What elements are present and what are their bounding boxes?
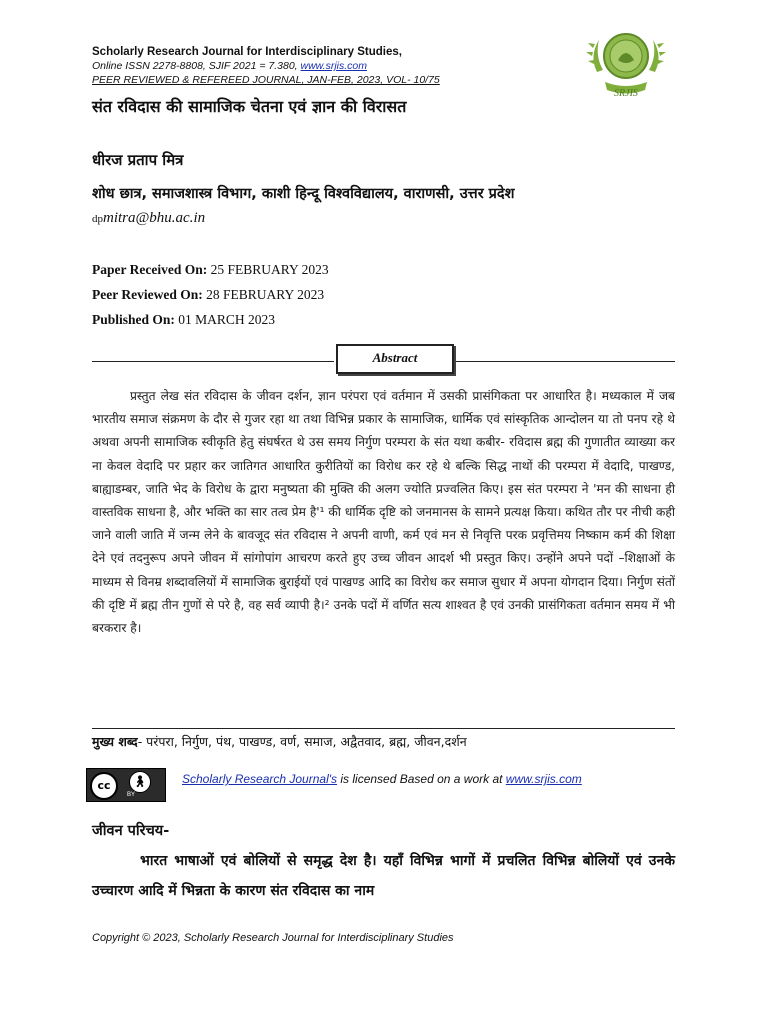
author-name: धीरज प्रताप मित्र xyxy=(92,151,184,169)
keywords-text: - परंपरा, निर्गुण, पंथ, पाखण्ड, वर्ण, समाज, अद्वैतवाद, ब्रह्म, जीवन,दर्शन xyxy=(137,734,467,749)
keywords-label: मुख्य शब्द xyxy=(92,734,138,749)
published-value: 01 MARCH 2023 xyxy=(178,312,276,327)
journal-review-line: PEER REVIEWED & REFEREED JOURNAL, JAN-FEB, 2023, VOL- 10/75 xyxy=(92,74,440,86)
email-prefix: dp xyxy=(92,213,103,225)
copyright-footer: Copyright © 2023, Scholarly Research Journal for Interdisciplinary Studies xyxy=(92,932,454,944)
published-date xyxy=(92,312,275,328)
abstract-text: प्रस्तुत लेख संत रविदास के जीवन दर्शन, ज्ञान परंपरा एवं वर्तमान में उसकी प्रासंगिकता पर आधारित है। मध्यकाल में जब भारतीय समाज संक्रमण के दौर से गुजर रहा था तथा विभिन्न प्रकार के सामाजिक, धार्मिक एवं सांस्कृतिक आन्दोलन या तो पनप रहे थे अथवा अपनी सामाजिक स्वीकृति हेतु संघर्षरत थे उस समय निर्गुण परम्परा के संत यथा कबीर- रविदास ब्रह्म की गुणातीत व्याख्या कर ना केवल वेदादि पर प्रहार कर जातिगत आधारित कुरीतियों का विरोध कर रहे थे बल्कि सिद्ध नाथों की परम्परा में वेदादि, पाखण्ड, बाह्याडम्बर, जाति भेद के विरोध के द्वारा मनुष्यता की मुक्ति की अलग ज्योति प्रज्वलित किए। इस संत परम्परा ने 'मन की साधना ही वास्तविक साधना है, और भक्ति का सार तत्व प्रेम है'¹ की धार्मिक दृष्टि को जनमानस के सामने प्रत्यक्ष किया। कथित तौर पर नीची कही जाने वाली जाति में जन्म लेने के बावजूद संत रविदास ने अपनी वाणी, कर्म एवं मन से निवृत्ति परक प्रवृत्तिमय निष्काम कर्म की शिक्षा देने एवं तदनुरूप अपने जीवन में सांगोपांग आचरण करते हुए उच्च जीवन आदर्श भी प्रस्तुत किए। उन्होंने अपने पदों –शिक्षाओं के माध्यम से विनम्र शब्दावलियों में सामाजिक बुराईयों एवं पाखण्ड आदि का विरोध कर समाज सुधार में अपना योगदान दिया। निर्गुण संतों की दृष्टि में ब्रह्म तीन गुणों से परे है, वह सर्व व्यापी है।² उनके पदों में वर्णित सत्य शाश्वत है एवं उनकी प्रासंगिकता वर्तमान समय में भी बरकरार है। xyxy=(92,389,675,636)
journal-license-link[interactable]: Scholarly Research Journal's xyxy=(182,772,338,786)
journal-issn: Online ISSN 2278-8808, SJIF 2021 = 7.380, xyxy=(92,60,301,72)
paper-title: संत रविदास की सामाजिक चेतना एवं ज्ञान की विरासत xyxy=(92,97,407,116)
abstract-divider-right xyxy=(455,361,675,362)
journal-name: Scholarly Research Journal for Interdisciplinary Studies, xyxy=(92,46,402,58)
cc-icon: cc xyxy=(90,772,118,800)
person-icon: 🚶︎ xyxy=(129,771,151,793)
journal-issn-line xyxy=(92,60,367,73)
reviewed-label: Peer Reviewed On: xyxy=(92,287,203,302)
email-address: mitra@bhu.ac.in xyxy=(103,210,206,226)
license-site-link[interactable]: www.srjis.com xyxy=(505,772,582,786)
author-email[interactable] xyxy=(92,210,205,227)
reviewed-date xyxy=(92,287,324,303)
license-text xyxy=(182,772,582,786)
srjis-logo xyxy=(585,30,667,102)
abstract-divider-left xyxy=(92,361,334,362)
logo-text: SRJIS xyxy=(614,88,638,99)
received-value: 25 FEBRUARY 2023 xyxy=(210,262,329,277)
keywords xyxy=(92,733,467,750)
cc-license-badge[interactable] xyxy=(86,768,166,802)
journal-website-link[interactable]: www.srjis.com xyxy=(300,60,368,72)
keywords-divider xyxy=(92,728,675,729)
author-affiliation: शोध छात्र, समाजशास्त्र विभाग, काशी हिन्दू विश्वविद्यालय, वाराणसी, उत्तर प्रदेश xyxy=(92,186,515,202)
body-paragraph: भारत भाषाओं एवं बोलियों से समृद्ध देश है। यहाँ विभिन्न भागों में प्रचलित विभिन्न बोलियों एवं उनके उच्चारण आदि में भिन्नता के कारण संत रविदास का नाम xyxy=(92,853,675,899)
reviewed-value: 28 FEBRUARY 2023 xyxy=(206,287,325,302)
cc-by-label: BY xyxy=(127,792,136,798)
section-heading: जीवन परिचय- xyxy=(92,823,170,839)
license-statement: is licensed Based on a work at xyxy=(337,772,506,786)
received-date xyxy=(92,262,329,278)
abstract-heading: Abstract xyxy=(336,344,454,374)
received-label: Paper Received On: xyxy=(92,262,208,277)
published-label: Published On: xyxy=(92,312,175,327)
